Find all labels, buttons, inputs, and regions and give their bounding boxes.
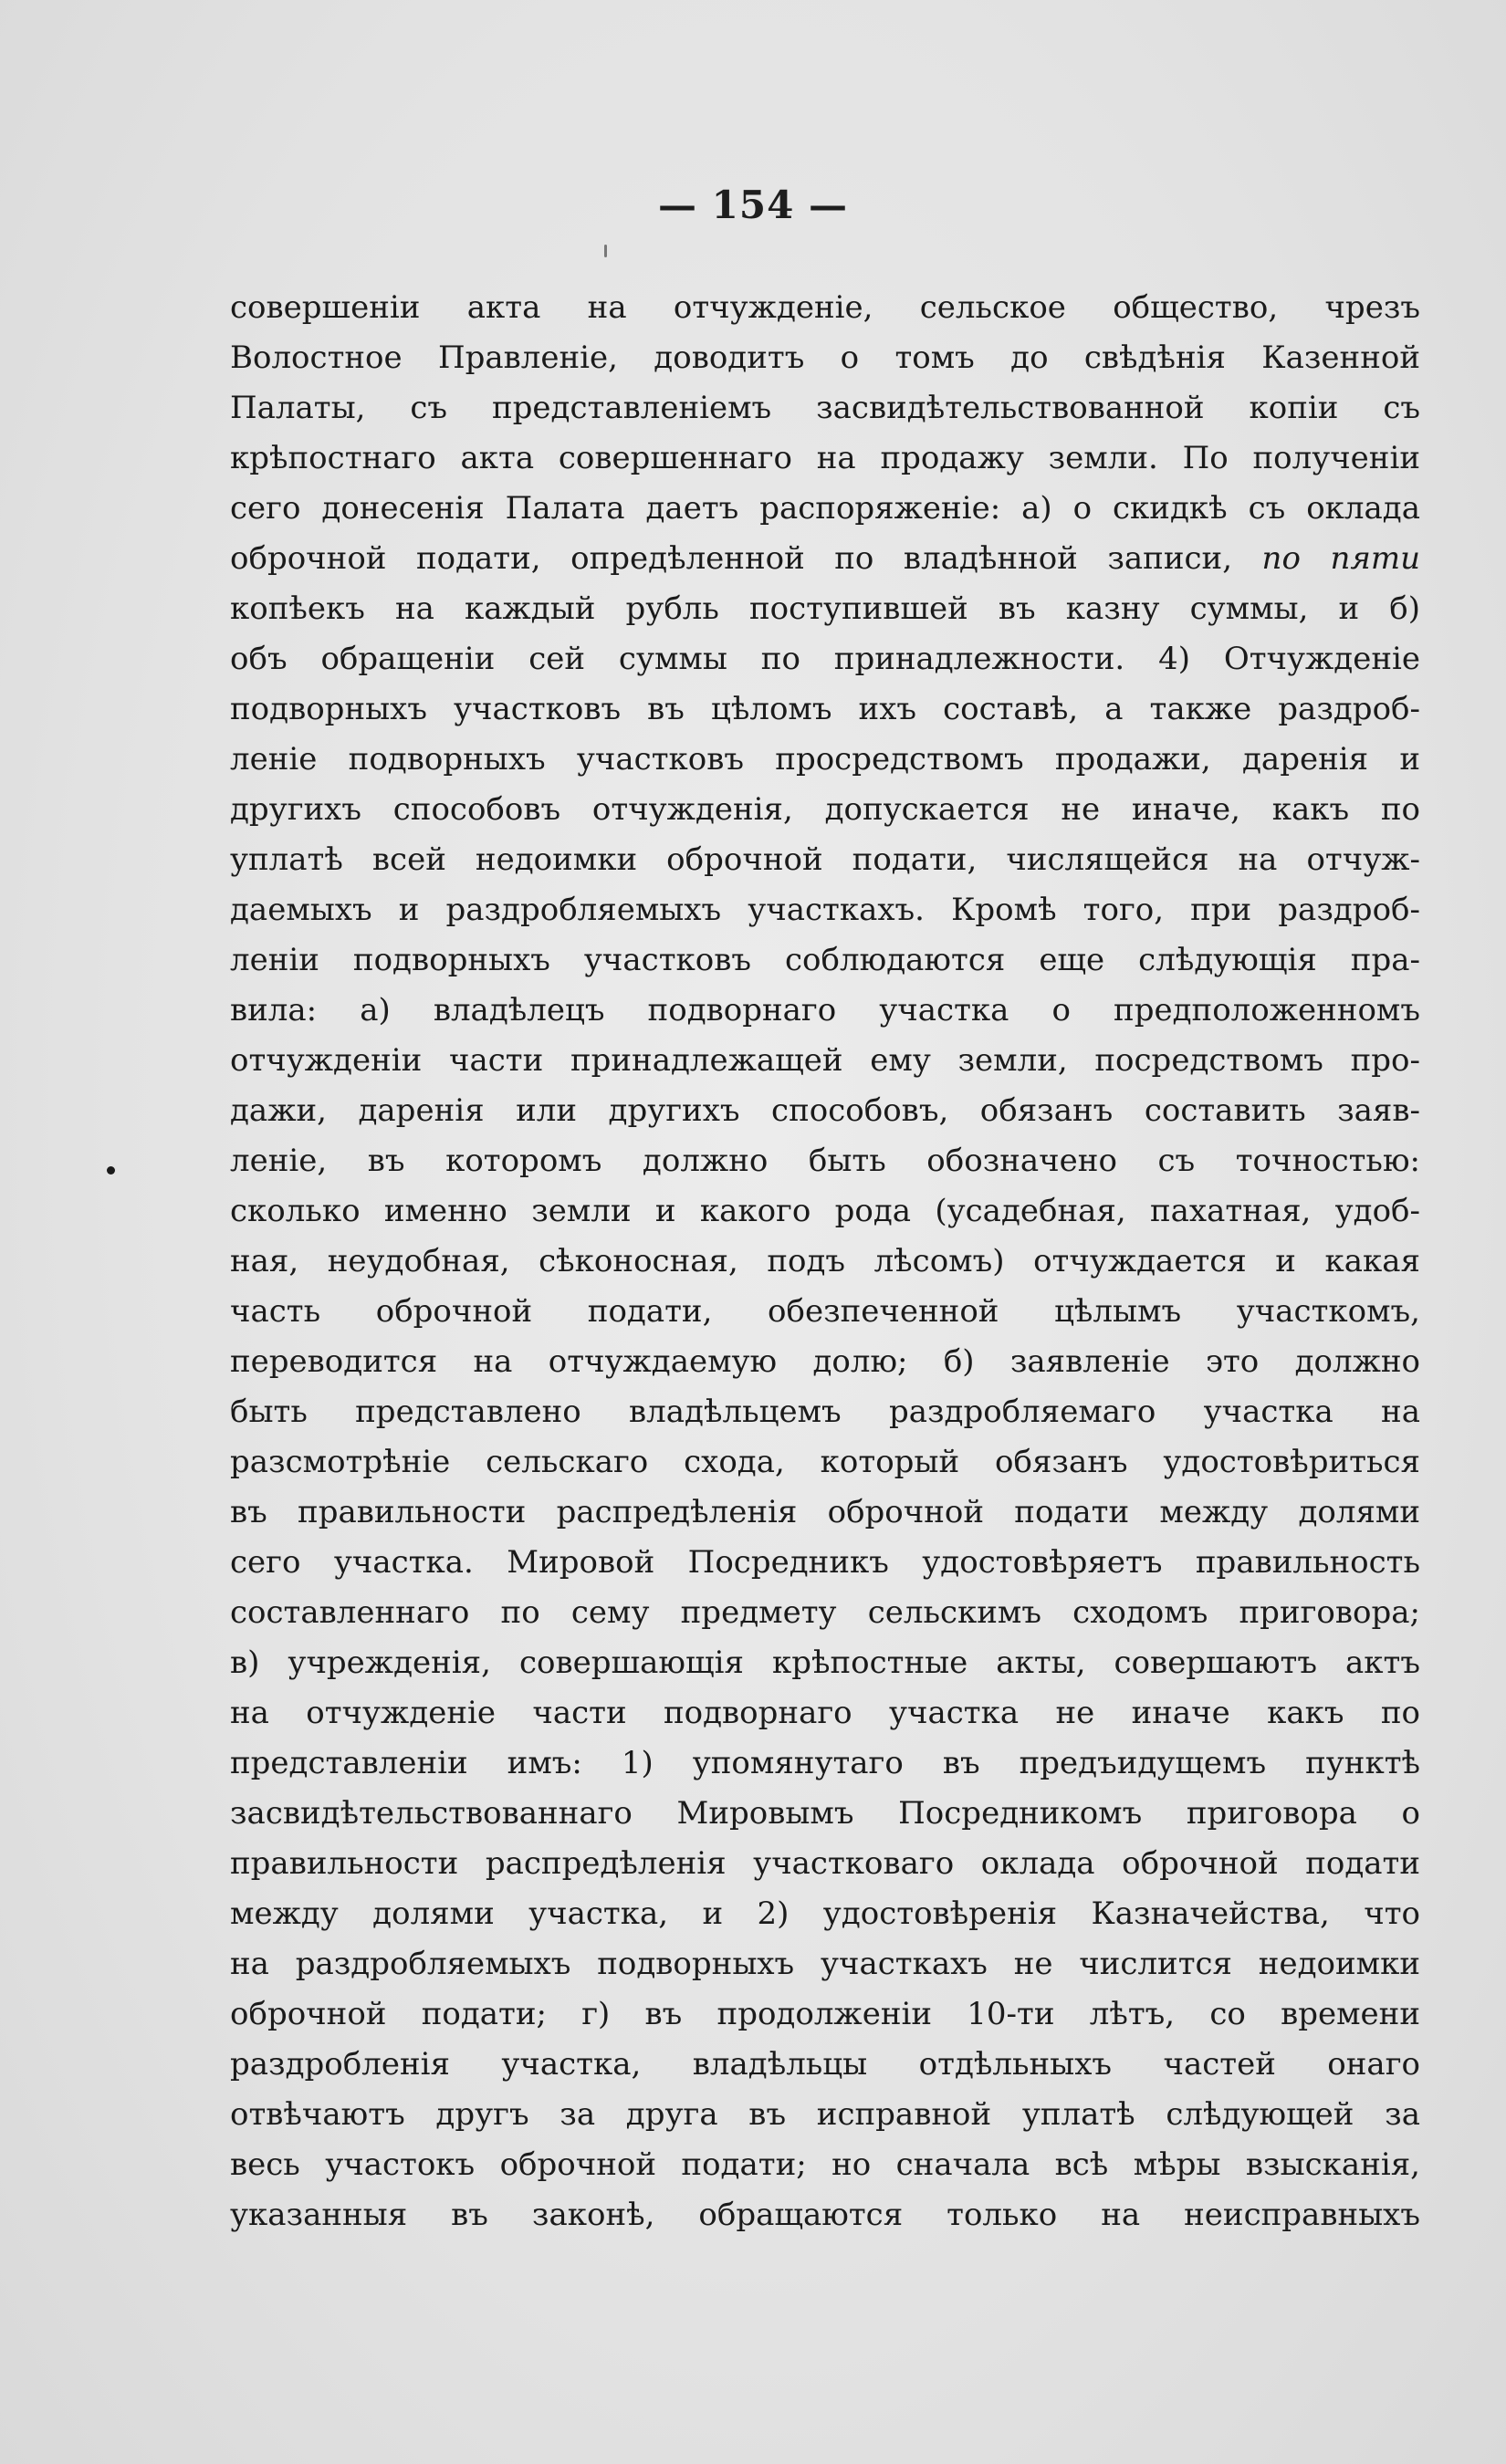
text-line: оброчной подати; г) въ продолженіи 10-ти лѣтъ, со времени <box>230 1996 1420 2032</box>
text-line: часть оброчной подати, обезпеченной цѣлымъ участкомъ, <box>230 1293 1420 1330</box>
text-line: указанныя въ законѣ, обращаются только на неисправныхъ <box>230 2197 1420 2233</box>
text-line: даемыхъ и раздробляемыхъ участкахъ. Кромѣ того, при раздроб- <box>230 892 1420 928</box>
text-line: копѣекъ на каждый рубль поступившей въ казну суммы, и б) <box>230 590 1420 627</box>
italic-phrase: по пяти <box>1261 540 1420 577</box>
text-line: составленнаго по сему предмету сельскимъ сходомъ приговора; <box>230 1594 1420 1631</box>
text-line: между долями участка, и 2) удостовѣренія Казначейства, что <box>230 1895 1420 1932</box>
body-text <box>230 283 1420 2240</box>
text-line: Волостное Правленіе, доводитъ о томъ до свѣдѣнія Казенной <box>230 339 1420 376</box>
text-line-with-italic: оброчной подати, опредѣленной по владѣнной записи, по пяти <box>230 540 1420 577</box>
text-line: другихъ способовъ отчужденія, допускается не иначе, какъ по <box>230 791 1420 828</box>
text-line: на отчужденіе части подворнаго участка не иначе какъ по <box>230 1695 1420 1731</box>
text-line: на раздробляемыхъ подворныхъ участкахъ не числится недоимки <box>230 1946 1420 1982</box>
text-line: сколько именно земли и какого рода (усадебная, пахатная, удоб- <box>230 1193 1420 1229</box>
text-line: отчужденіи части принадлежащей ему земли, посредствомъ про- <box>230 1042 1420 1079</box>
text-line: совершеніи акта на отчужденіе, сельское общество, чрезъ <box>230 289 1420 326</box>
text-line: сего участка. Мировой Посредникъ удостовѣряетъ правильность <box>230 1544 1420 1581</box>
text-line: ная, неудобная, сѣконосная, подъ лѣсомъ) отчуждается и какая <box>230 1243 1420 1279</box>
text-line: объ обращеніи сей суммы по принадлежности. 4) Отчужденіе <box>230 641 1420 677</box>
text-line: в) учрежденія, совершающія крѣпостные акты, совершаютъ актъ <box>230 1644 1420 1681</box>
text-line: дажи, даренія или другихъ способовъ, обязанъ составить заяв- <box>230 1092 1420 1129</box>
text-line: правильности распредѣленія участковаго оклада оброчной подати <box>230 1845 1420 1882</box>
text-line: Палаты, съ представленіемъ засвидѣтельствованной копіи съ <box>230 390 1420 426</box>
text-line: разсмотрѣніе сельскаго схода, который обязанъ удостовѣриться <box>230 1444 1420 1480</box>
text-line: крѣпостнаго акта совершеннаго на продажу земли. По полученіи <box>230 440 1420 476</box>
text-line: переводится на отчуждаемую долю; б) заявленіе это должно <box>230 1343 1420 1380</box>
text-line: уплатѣ всей недоимки оброчной подати, числящейся на отчуж- <box>230 841 1420 878</box>
text-line: въ правильности распредѣленія оброчной подати между долями <box>230 1494 1420 1530</box>
text-line: засвидѣтельствованнаго Мировымъ Посредникомъ приговора о <box>230 1795 1420 1832</box>
text-line: представленіи имъ: 1) упомянутаго въ предъидущемъ пунктѣ <box>230 1745 1420 1781</box>
text-line: вила: а) владѣлецъ подворнаго участка о предположенномъ <box>230 992 1420 1028</box>
text-line: леніе подворныхъ участковъ просредствомъ продажи, даренія и <box>230 741 1420 778</box>
text-line: отвѣчаютъ другъ за друга въ исправной уплатѣ слѣдующей за <box>230 2096 1420 2133</box>
text-line: весь участокъ оброчной подати; но сначала всѣ мѣры взысканія, <box>230 2146 1420 2183</box>
text-line: подворныхъ участковъ въ цѣломъ ихъ составѣ, а также раздроб- <box>230 691 1420 727</box>
text-line: леніе, въ которомъ должно быть обозначено съ точностью: <box>230 1143 1420 1179</box>
page-number: — 154 — <box>658 183 848 227</box>
text-line: быть представлено владѣльцемъ раздробляемаго участка на <box>230 1394 1420 1430</box>
margin-dot <box>107 1166 115 1175</box>
text-line: раздробленія участка, владѣльцы отдѣльныхъ частей онаго <box>230 2046 1420 2083</box>
text-line: сего донесенія Палата даетъ распоряженіе: а) о скидкѣ съ оклада <box>230 490 1420 527</box>
text-line: леніи подворныхъ участковъ соблюдаются еще слѣдующія пра- <box>230 942 1420 978</box>
print-speck <box>604 245 607 257</box>
